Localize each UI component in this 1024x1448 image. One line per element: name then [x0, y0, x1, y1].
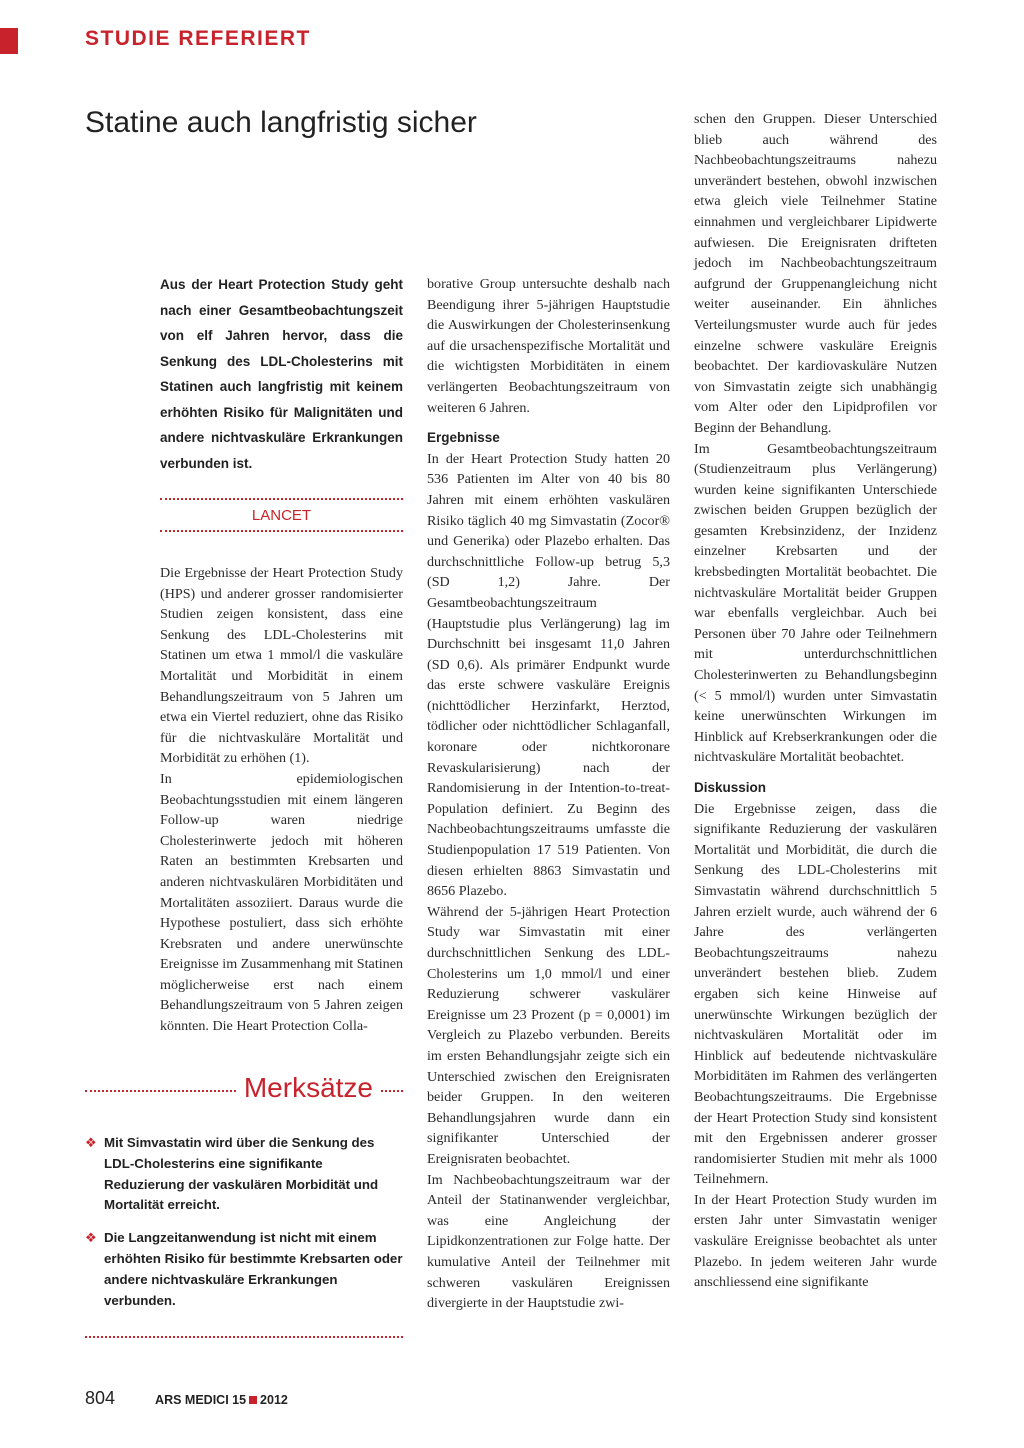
journal-year: 2012 [260, 1393, 288, 1407]
dotted-leader [381, 1090, 403, 1092]
paragraph: Die Ergebnisse zeigen, dass die signifikante Reduzierung der vaskulären Mortalität und Morbidität, die durch die Senkung des LDL-Cholesterins mit Simvastatin während durchschnittlich 5 Jahren erzielt wurde, auch während der 6 Jahre des verlängerten Beobachtungszeitraums nahezu unverändert bestehen blieb. Zudem ergaben sich keine Hinweise auf unerwünschte Wirkungen bezüglich der nichtvaskulären Mortalität oder im Hinblick auf bedeutende nichtvaskuläre Morbiditäten im Rahmen des verlängerten Beobachtungszeitraums. Die Ergebnisse der Heart Protection Study sind konsistent mit den Ergebnissen anderer grosser randomisierter Studien mit mehr als 1000 Teilnehmern. [694, 800, 937, 1188]
source-label: LANCET [251, 507, 312, 524]
merksaetze-header [85, 1072, 403, 1104]
paragraph: borative Group untersuchte deshalb nach Beendigung ihrer 5-jährigen Hauptstudie die Auswirkungen der Cholesterinsenkung auf die ursachenspezifische Mortalität und die wichtigsten Morbiditäten in einem verlängerten Beobachtungszeitraum von weiteren 6 Jahren. [427, 276, 670, 416]
divider-merksaetze-end [85, 1336, 403, 1338]
column-1 [160, 563, 403, 1037]
paragraph: In epidemiologischen Beobachtungsstudien mit einem längeren Follow-up waren niedrige Cholesterinwerte jedoch mit höheren Raten an bestimmten Krebsarten und anderen nichtvaskulären Morbiditäten und Mortalitäten assoziiert. Daraus wurde die Hypothese postuliert, dass sich erhöhte Krebsraten und andere unerwünschte Ereignisse im Zusammenhang mit Statinen möglicherweise erst nach einem Behandlungszeitraum von 5 Jahren zeigen könnten. Die Heart Protection Colla- [160, 770, 403, 1035]
merksaetze-title: Merksätze [243, 1072, 373, 1103]
section-heading-discussion: Diskussion [694, 780, 767, 795]
section-heading-results: Ergebnisse [427, 430, 500, 446]
divider-top [160, 498, 403, 500]
list-item [85, 1228, 403, 1311]
journal-name: ARS MEDICI 15 [155, 1393, 247, 1407]
paragraph: Während der 5-jährigen Heart Protection Study war Simvastatin mit einer durchschnittlichen Senkung des LDL-Cholesterins um 1,0 mmol/l und einer Reduzierung schwerer vaskulärer Ereignisse um 23 Prozent (p = 0,0001) im Vergleich zu Plazebo verbunden. Bereits im ersten Behandlungsjahr zeigte sich ein Unterschied zwischen den Ereignisraten beider Gruppen. In den weiteren Behandlungsjahren wurde dann ein signifikanter Unterschied der Ereignisraten beobachtet. [427, 903, 670, 1167]
page-number: 804 [85, 1388, 116, 1408]
dotted-leader [85, 1090, 236, 1092]
paragraph: Die Ergebnisse der Heart Protection Study (HPS) und anderer grosser randomisierter Studien zeigen konsistent, dass eine Senkung des LDL-Cholesterins mit Statinen um etwa 1 mmol/l die vaskuläre Mortalität und Morbidität in einem Behandlungszeitraum von 5 Jahren um etwa ein Viertel reduziert, ohne das Risiko für die nichtvaskuläre Mortalität und Morbidität zu erhöhen (1). [160, 565, 403, 767]
divider-bottom [160, 530, 403, 532]
merksaetze-list [85, 1133, 403, 1323]
section-marker [0, 28, 18, 54]
article-lead: Aus der Heart Protection Study geht nach einer Gesamtbeobachtungszeit von elf Jahren hervor, dass die Senkung des LDL-Cholesterins mit Statinen auch langfristig mit keinem erhöhten Risiko für Malignitäten und andere nichtvaskuläre Erkrankungen verbunden ist. [160, 277, 403, 471]
list-item [85, 1133, 403, 1216]
paragraph: In der Heart Protection Study hatten 20 536 Patienten im Alter von 40 bis 80 Jahren mit einem erhöhten vaskulären Risiko täglich 40 mg Simvastatin (Zocor® und Generika) oder Plazebo erhalten. Das durchschnittliche Follow-up betrug 5,3 (SD 1,2) Jahre. Der Gesamtbeobachtungszeitraum (Hauptstudie plus Verlängerung) lag im Durchschnitt bei insgesamt 11,0 Jahren (SD 0,6). Als primärer Endpunkt wurde das erste schwere vaskuläre Ereignis (nichttödlicher Herzinfarkt, Herztod, tödlicher oder nichttödlicher Schlaganfall, koronare oder nichtkoronare Revaskularisierung) nach der Randomisierung in der Intention-to-treat-Population definiert. Zu Beginn des Nachbeobachtungszeitraums umfasste die Studienpopulation 17 519 Patienten. Von diesen erhielten 8863 Simvastatin und 8656 Plazebo. [427, 450, 670, 900]
column-2 [427, 274, 670, 1314]
paragraph: Im Nachbeobachtungszeitraum war der Anteil der Statinanwender vergleichbar, was eine Angleichung der Lipidkonzentrationen zur Folge hatte. Der kumulative Anteil der Teilnehmer mit schweren vaskulären Ereignissen divergierte in der Hauptstudie zwi- [427, 1171, 670, 1312]
column-3 [694, 109, 937, 1293]
section-label: STUDIE REFERIERT [85, 27, 311, 50]
journal-issue [155, 1393, 288, 1407]
article-title: Statine auch langfristig sicher [85, 106, 477, 139]
merksatz-text: Mit Simvastatin wird über die Senkung des LDL-Cholesterins eine signifikante Reduzierung der vaskulären Morbidität und Mortalität erreicht. [104, 1135, 379, 1213]
paragraph: schen den Gruppen. Dieser Unterschied blieb auch während des Nachbeobachtungszeitraums nahezu unverändert bestehen, obwohl inzwischen etwa gleich viele Teilnehmer Statine einnahmen und vergleichbarer Lipidwerte aufwiesen. Die Ereignisraten drifteten jedoch im Nachbeobachtungszeitraum aufgrund der Gruppenangleichung nicht weiter auseinander. Ein ähnliches Verteilungsmuster wurde auch für jedes einzelne schwere vaskuläre Ereignis beobachtet. Der kardiovaskuläre Nutzen von Simvastatin zeigte sich unabhängig vom Alter oder den Lipidprofilen vor Beginn der Behandlung. [694, 111, 937, 436]
paragraph: In der Heart Protection Study wurden im ersten Jahr unter Simvastatin weniger vaskuläre Ereignisse beobachtet als unter Plazebo. In jedem weiteren Jahr wurde anschliessend eine signifikante [694, 1191, 937, 1291]
merksatz-text: Die Langzeitanwendung ist nicht mit einem erhöhten Risiko für bestimmte Krebsarten oder andere nichtvaskuläre Erkrankungen verbunden. [104, 1230, 403, 1308]
square-separator-icon [249, 1396, 257, 1404]
paragraph: Im Gesamtbeobachtungszeitraum (Studienzeitraum plus Verlängerung) wurden keine signifikanten Unterschiede zwischen beiden Gruppen bezüglich der gesamten Krebsinzidenz, der Inzidenz einzelner Krebsarten und der krebsbedingten Mortalität beobachtet. Die nichtvaskuläre Mortalität beider Gruppen war ebenfalls vergleichbar. Auch bei Personen über 70 Jahre oder Teilnehmern mit unterdurchschnittlichen Cholesterinwerten zu Behandlungsbeginn (< 5 mmol/l) wurden unter Simvastatin keine unerwünschten Wirkungen im Hinblick auf Krebserkrankungen oder die nichtvaskuläre Mortalität beobachtet. [694, 440, 937, 766]
page-footer [85, 1388, 288, 1409]
diamond-bullet-icon: ❖ [85, 1230, 97, 1246]
diamond-bullet-icon: ❖ [85, 1135, 97, 1150]
